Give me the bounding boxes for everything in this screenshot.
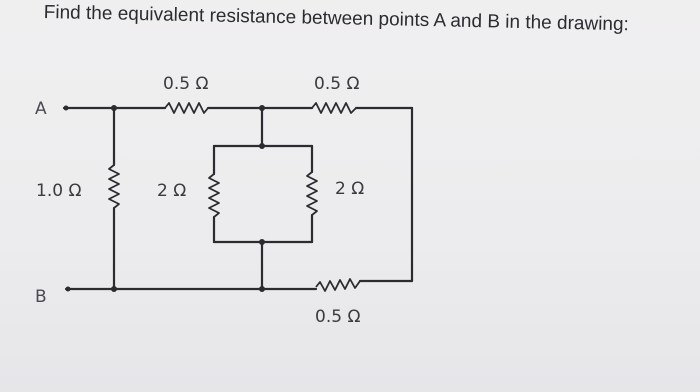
- terminal-a-label: A: [35, 99, 47, 119]
- resistor-middle-right: [307, 172, 317, 215]
- label-middle-right: 2 Ω: [335, 179, 365, 199]
- terminal-b-label: B: [35, 287, 47, 307]
- resistor-bottom-right: [316, 279, 360, 291]
- terminal-b-node: [66, 287, 71, 292]
- resistor-top-right: [312, 103, 356, 113]
- resistor-left-vertical: [109, 165, 119, 208]
- question-text: Find the equivalent resistance between points A and B in the drawing:: [43, 2, 630, 36]
- label-top-left: 0.5 Ω: [163, 74, 209, 94]
- junction-top-middle: [259, 105, 265, 111]
- resistor-middle-left: [209, 174, 219, 217]
- label-top-right: 0.5 Ω: [314, 74, 360, 94]
- terminal-a-node: [64, 106, 69, 111]
- label-middle-left: 2 Ω: [157, 181, 187, 201]
- junction-left-top: [111, 105, 117, 111]
- label-left-vertical: 1.0 Ω: [36, 181, 82, 201]
- resistor-top-left: [165, 103, 208, 113]
- label-bottom-right: 0.5 Ω: [315, 307, 361, 327]
